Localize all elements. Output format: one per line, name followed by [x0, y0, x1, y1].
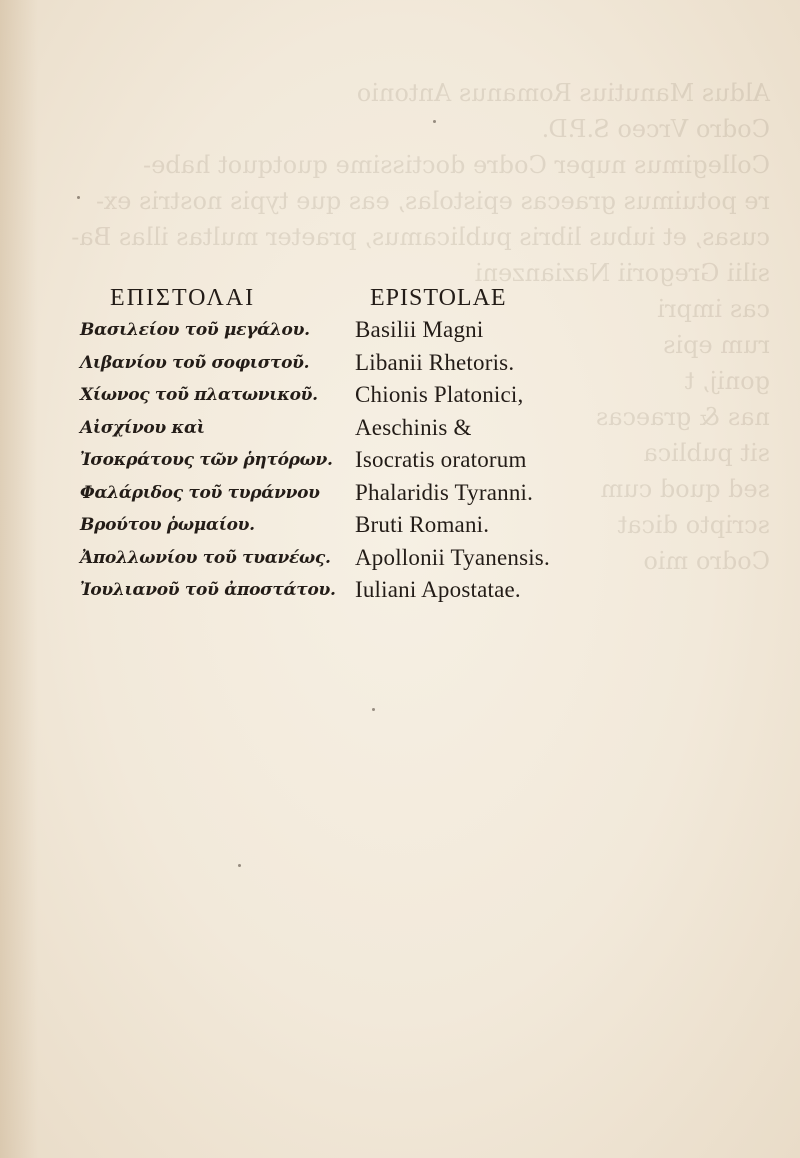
latin-line: Chionis Platonici,: [355, 382, 524, 407]
latin-line: Basilii Magni: [355, 317, 484, 342]
show-through-line: gonij, t: [684, 367, 770, 395]
greek-line: Χίωνος τοῦ πλατωνικοῦ.: [80, 385, 318, 405]
latin-heading: EPISTOLAE: [370, 285, 507, 311]
show-through-line: scripto dicat: [617, 511, 770, 539]
show-through-line: nas & graecas: [595, 403, 770, 431]
show-through-line: cas impri: [657, 295, 770, 323]
ink-speck: [433, 120, 436, 123]
greek-heading: ΕΠΙΣΤΟΛΑΙ: [110, 285, 256, 311]
greek-line: Φαλάριδος τοῦ τυράννου: [80, 482, 320, 503]
show-through-line: re potuimus graecas epistolas, eas que typis nostris ex-: [96, 187, 770, 215]
greek-line: Ἰσοκράτους τῶν ῥητόρων.: [80, 450, 333, 470]
latin-line: Aeschinis &: [355, 414, 472, 440]
ink-speck: [372, 708, 375, 711]
greek-line: Βρούτου ῥωμαίου.: [80, 515, 255, 535]
greek-line: Ἰουλιανοῦ τοῦ ἀποστάτου.: [80, 580, 336, 600]
ink-speck: [238, 864, 241, 867]
show-through-line: silii Gregorii Nazianzeni: [474, 259, 770, 287]
show-through-line: rum epis: [663, 331, 770, 359]
latin-line: Isocratis oratorum: [355, 447, 527, 472]
greek-line: Λιβανίου τοῦ σοφιστοῦ.: [80, 352, 310, 373]
show-through-line: sit publica: [643, 439, 770, 467]
show-through-line: cusas, et iubus libris publicamus, praeter multas illas Ba-: [71, 223, 770, 251]
greek-column: [80, 282, 340, 607]
greek-line: Αἰσχίνου καὶ: [80, 417, 205, 438]
show-through-line: Collegimus nuper Codre doctissime quotquot habe-: [143, 151, 770, 179]
greek-line: Βασιλείου τοῦ μεγάλου.: [80, 320, 310, 340]
latin-line: Libanii Rhetoris.: [355, 349, 515, 375]
show-through-line: sed quod cum: [600, 475, 770, 503]
latin-column: [355, 282, 615, 607]
latin-line: Bruti Romani.: [355, 512, 490, 537]
latin-line: Iuliani Apostatae.: [355, 577, 521, 602]
show-through-line: Aldus Manutius Romanus Antonio: [356, 79, 770, 107]
show-through-line: Codro Vrceo S.P.D.: [541, 115, 770, 143]
latin-line: Phalaridis Tyranni.: [355, 479, 534, 505]
greek-line: Ἀπολλωνίου τοῦ τυανέως.: [80, 547, 331, 568]
show-through-line: Codro mio: [643, 547, 770, 575]
ink-speck: [77, 196, 80, 199]
latin-line: Apollonii Tyanensis.: [355, 544, 550, 570]
